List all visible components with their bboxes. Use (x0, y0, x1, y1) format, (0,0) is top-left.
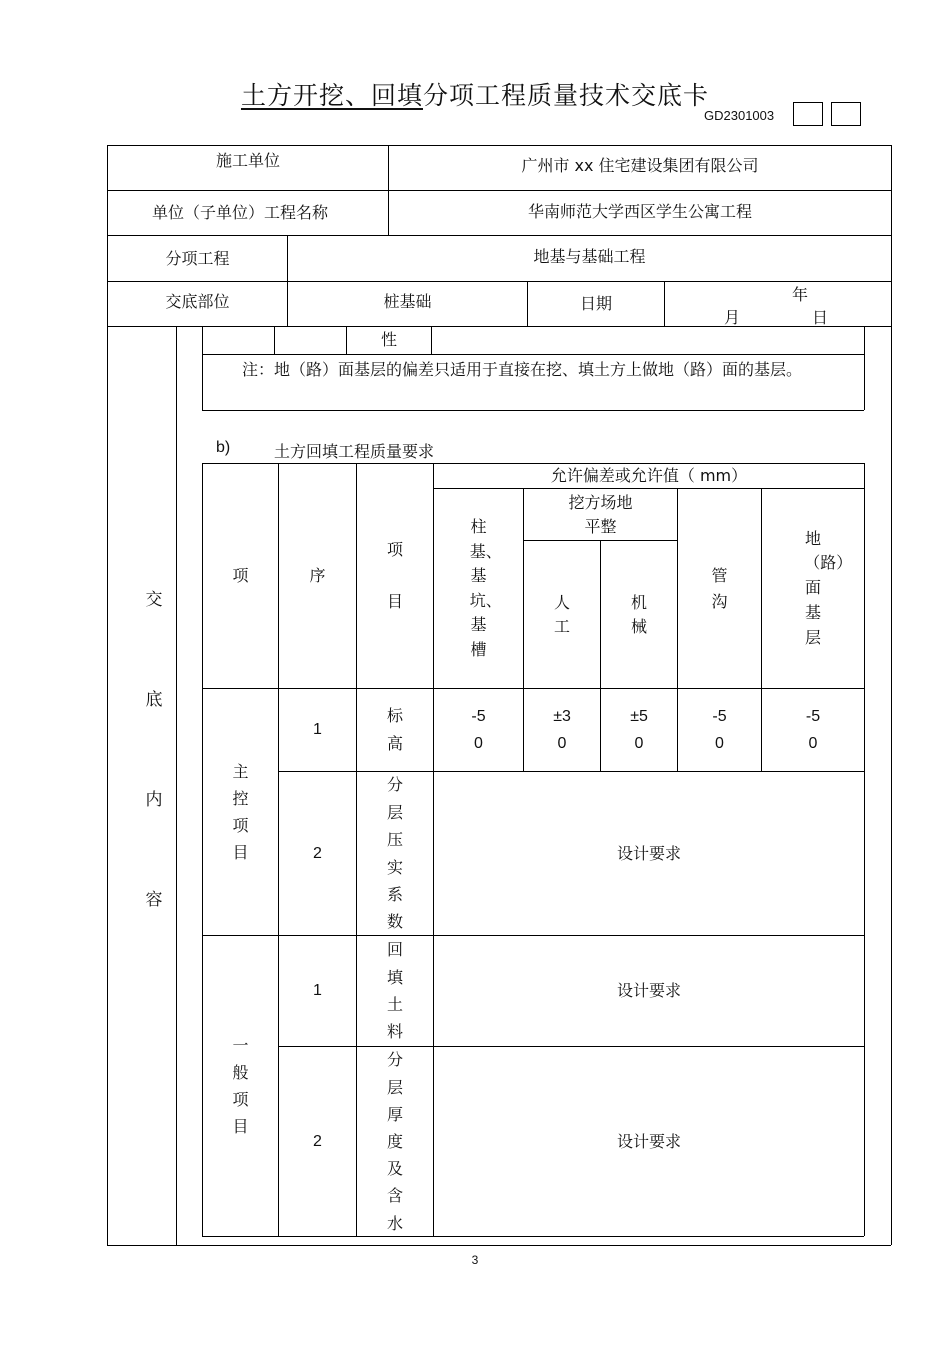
row4-name: 分层厚度及含水 (386, 1050, 403, 1233)
location-value: 桩基础 (383, 292, 432, 311)
doc-code: GD2301003 (704, 108, 775, 123)
row1-name: 标高 (386, 706, 403, 753)
grid-line (664, 281, 665, 326)
frame-right (891, 145, 892, 1245)
code-box-2 (831, 102, 861, 126)
col-site: 挖方场地平整 (568, 492, 633, 536)
col-project: 项目 (386, 540, 403, 611)
carry-over-cell: 性 (380, 330, 397, 349)
grid-line (202, 326, 203, 410)
location-label: 交底部位 (165, 292, 230, 311)
subitem-value: 地基与基础工程 (533, 247, 646, 266)
row1-seq: 1 (313, 721, 322, 738)
grid-line (431, 326, 432, 354)
page-number: 3 (471, 1253, 479, 1267)
row4-merged: 设计要求 (616, 1131, 681, 1151)
title-rest: 分项工程质量技术交底卡 (423, 81, 710, 110)
col-item: 项 (232, 566, 249, 585)
row2-merged: 设计要求 (616, 843, 681, 863)
row1-trench: -50 (712, 708, 727, 752)
section-marker: b) (216, 439, 231, 456)
date-year: 年 (792, 285, 809, 304)
row1-ground: -50 (805, 708, 821, 752)
grid-line (107, 326, 891, 327)
date-month: 月 (724, 308, 741, 327)
row1-pile: -50 (471, 708, 486, 752)
grid-line (274, 326, 275, 354)
row3-seq: 1 (313, 982, 322, 999)
row2-seq: 2 (313, 844, 322, 862)
row1-manual: ±30 (553, 708, 571, 752)
unit-label: 施工单位 (215, 151, 280, 170)
grid-line (176, 326, 177, 1245)
row2-name: 分层压实系数 (386, 775, 403, 932)
date-label: 日期 (579, 294, 612, 313)
grid-line (864, 326, 865, 410)
row3-merged: 设计要求 (616, 981, 681, 1000)
note-text: 注：地（路）面基层的偏差只适用于直接在挖、填土方上做地（路）面的基层。 (242, 360, 803, 379)
row3-name: 回填土料 (386, 940, 403, 1042)
grid-line (202, 354, 864, 355)
col-trench: 管沟 (711, 565, 728, 611)
grid-line (864, 463, 865, 1236)
col-machine: 机械 (630, 592, 647, 636)
frame-bottom (107, 1245, 891, 1246)
subitem-label: 分项工程 (165, 248, 230, 268)
col-ground: 地（路）面基层 (804, 528, 853, 647)
date-day: 日 (812, 308, 829, 327)
section-title: 土方回填工程质量要求 (274, 442, 435, 461)
col-manual: 人工 (553, 592, 570, 636)
project-label: 单位（子单位）工程名称 (151, 203, 328, 222)
row1-machine: ±50 (630, 708, 648, 752)
head-allow: 允许偏差或允许值（ mm） (550, 465, 748, 485)
table-bottom (202, 1236, 864, 1237)
title-underlined: 土方开挖、回填 (240, 81, 423, 110)
project-value: 华南师范大学西区学生公寓工程 (527, 202, 752, 221)
unit-value: 广州市 xx 住宅建设集团有限公司 (521, 156, 759, 175)
code-box-1 (793, 102, 823, 126)
col-seq: 序 (309, 566, 326, 585)
group-general: 一般项目 (232, 1036, 249, 1136)
grid-line (202, 410, 864, 411)
col-pile: 柱基、基坑、基槽 (469, 517, 502, 659)
grid-line (527, 281, 528, 326)
group-main: 主控项目 (232, 762, 249, 862)
row4-seq: 2 (313, 1132, 322, 1150)
side-label: 交底内容 (145, 590, 163, 910)
